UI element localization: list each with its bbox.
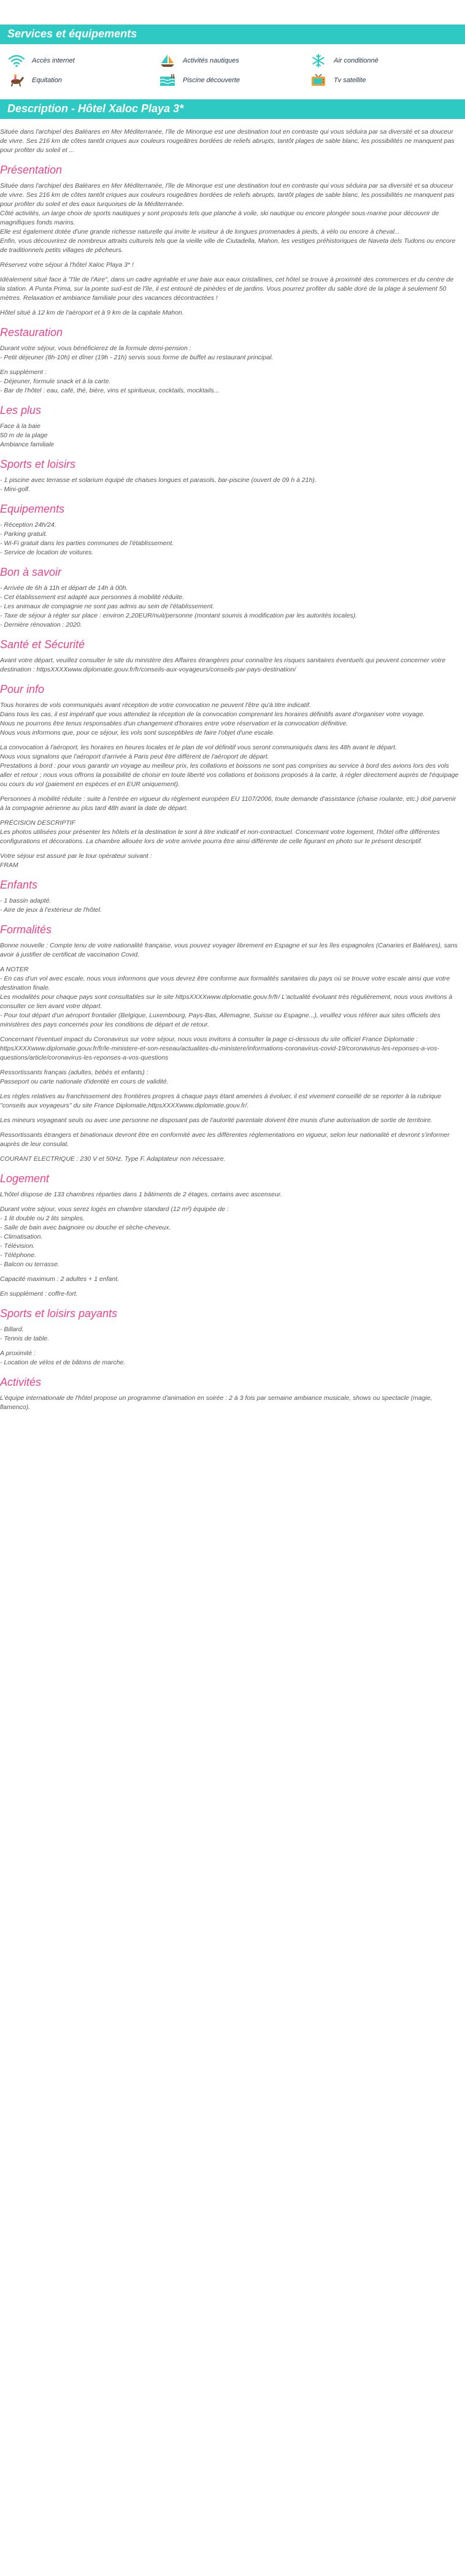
section-heading: Logement xyxy=(0,1172,50,1185)
section-paragraph: Ressortissants étrangers et binationaux devront être en conformité avec les différentes réglementations en vigueur, selon leur nationalité et devront s'informer auprès de leur consulat. xyxy=(0,1131,450,1148)
section-heading: Pour info xyxy=(0,683,45,695)
description-sections xyxy=(0,164,459,1412)
pool-icon xyxy=(158,74,177,87)
section-paragraph: L'équipe internationale de l'hôtel propose un programme d'animation en soirée : 2 à 3 fois par semaine ambiance musicale, shows ou spectacle (magie, flamenco). xyxy=(0,1394,432,1411)
horse-rider-icon xyxy=(7,74,26,87)
section-paragraph: Capacité maximum : 2 adultes + 1 enfant. xyxy=(0,1275,120,1283)
section-paragraph: - 1 piscine avec terrasse et solarium équipé de chaises longues et parasols, bar-piscine (ouvert de 09 h à 21h). - Mini-golf. xyxy=(0,476,317,493)
section-paragraph: Les mineurs voyageant seuls ou avec une personne ne disposant pas de l'autorité parentale doivent être munis d'une autorisation de sortie de territoire. xyxy=(0,1117,433,1124)
section-paragraph: Les règles relatives au franchissement des frontières propres à chaque pays étant amenées à évoluer, il est vivement conseillé de se reporter à la rubrique "conseils aux voyageurs" du site France Diplomatie,httpsXXXXwww.diplomatie.gouv.fr/. xyxy=(0,1093,442,1109)
section-paragraph: Durant votre séjour, vous bénéficierez de la formule demi-pension : - Petit déjeuner (8h-10h) et dîner (19h - 21h) servis sous forme de buffet au restaurant principal. xyxy=(0,345,274,361)
section-paragraph: En supplément : coffre-fort. xyxy=(0,1290,78,1298)
snowflake-icon xyxy=(309,54,328,67)
amenity-riding xyxy=(7,72,158,88)
amenity-nautical xyxy=(158,53,309,69)
description-banner: Description - Hôtel Xaloc Playa 3* xyxy=(0,99,465,119)
section-paragraph: - Billard. - Tennis de table. xyxy=(0,1326,50,1342)
section-paragraph: Avant votre départ, veuillez consulter le site du ministère des Affaires étrangères pour connaître les risques sanitaires éventuels qui peuvent concerner votre destination : httpsXXXXwww.diplomatie.gouv.fr/fr/conseils-aux-voyageurs/conseils-par-pays-destination/ xyxy=(0,657,446,673)
section-heading: Sports et loisirs payants xyxy=(0,1307,118,1320)
section-paragraph: La convocation à l'aéroport, les horaires en heures locales et le plan de vol définitif vous seront communiqués dans les 48h avant le départ. Nous vous signalons que l'aéroport d'arrivée à Paris peut être différent de l'aéroport de départ. Prestations à bord : pour vous garantir un voyage au meilleur prix, les collations et boissons ne sont pas comprises au service à bord des avions lors des vols aller et retour ; nous vous offrons la possibilité de choisir en toute liberté vos collations et boissons proposés à la carte, à régler directement auprès de l'équipage ou cours du vol (paiement en espèces et en EUR uniquement). xyxy=(0,744,459,788)
amenity-label: Piscine découverte xyxy=(183,77,240,84)
section-heading: Activités xyxy=(0,1376,42,1388)
section-heading: Présentation xyxy=(0,164,63,176)
amenity-pool xyxy=(158,72,309,88)
amenity-tv xyxy=(309,72,460,88)
amenity-ac xyxy=(309,53,460,69)
section-paragraph: Tous horaires de vols communiqués avant réception de votre convocation ne peuvent l'être qu'à titre indicatif. Dans tous les cas, il est impératif que vous attendiez la réception de la convocation comprenant les horaires définitifs avant d'organiser votre voyage. Nous ne pourrons être tenus responsables d'un changement d'horaires entre votre réservation et la convocation définitive. Nous vous informons que, pour ce séjour, les vols sont susceptibles de faire l'objet d'une escale. xyxy=(0,701,425,736)
hotel-page xyxy=(0,25,465,1442)
section-paragraph: Idéalement situé face à "l'Ile de l'Aire", dans un cadre agréable et une baie aux eaux cristallines, cet hôtel se trouve à proximité des commerces et du centre de la station. A Punta Prima, sur la pointe sud-est de l'île, il est entouré de pinèdes et de jardins. Vous pourrez profiter du sable doré de la plage à seulement 50 mètres. Relaxation et ambiance familiale pour des vacances décontractées ! xyxy=(0,276,454,302)
section-heading: Les plus xyxy=(0,404,42,416)
section-paragraph: - 1 bassin adapté. - Aire de jeux à l'extérieur de l'hôtel. xyxy=(0,897,102,914)
section-paragraph: A NOTER - En cas d'un vol avec escale, nous vous informons que vous devrez être conforme aux formalités sanitaires du pays où se trouve votre escale ainsi que votre destination finale. Les modalités pour chaque pays sont consultables sur le site httpsXXXXwww.diplomatie.gouv.fr/fr/ L'actualité évoluant très régulièrement, nous vous invitons à consulter ce lien avant votre départ. - Pour tout départ d'un aéroport frontalier (Belgique, Luxembourg, Pays-Bas, Allemagne, Suisse ou Espagne...), veuillez vous référer aux sites officiels des ministères des pays concernés pour les conditions de départ et de retour. xyxy=(0,966,453,1028)
section-heading: Enfants xyxy=(0,879,38,891)
section-paragraph: L'hôtel dispose de 133 chambres réparties dans 1 bâtiments de 2 étages, certains avec ascenseur. xyxy=(0,1191,282,1198)
section-paragraph: Ressortissants français (adultes, bébés et enfants) : Passeport ou carte nationale d'identité en cours de validité. xyxy=(0,1069,169,1085)
amenities-grid xyxy=(0,44,465,99)
section-paragraph: Située dans l'archipel des Baléares en Mer Méditerranée, l'île de Minorque est une destination tout en contraste qui vous séduira par sa diversité et sa douceur de vivre. Ses 216 km de côtes tantôt criques aux couleurs rougeâtres bordées de reliefs abrupts, tantôt plages de sable blanc, les possibilités ne manquent pas pour profiter du soleil et des eaux turquoises de la Méditerranée. Côté activités, un large choix de sports nautiques y sont proposés tels que planche à voile, ski nautique ou encore plongée sous-marine pour découvrir de magnifiques fonds marins. Elle est également dotée d'une grande richesse naturelle qui invite le visiteur à de longues promenades à pieds, à vélo ou encore à cheval... Enfin, vous découvrirez de nombreux attraits culturels tels que la vieille ville de Ciutadella, Mahon, les vestiges préhistoriques de Naveta dels Tudons ou encore de traditionnels petits villages de pêcheurs. xyxy=(0,182,456,254)
section-paragraph: En supplément : - Déjeuner, formule snack et à la carte. - Bar de l'hôtel : eau, café, thé, bière, vins et spiritueux, cocktails, mocktails... xyxy=(0,369,220,394)
section-paragraph: Bonne nouvelle : Compte tenu de votre nationalité française, vous pouvez voyager librement en Espagne et sur les îles espagnoles (Canaries et Baléares), sans avoir à justifier de certificat de vaccination Covid. xyxy=(0,942,458,958)
section-paragraph: Durant votre séjour, vous serez logés en chambre standard (12 m²) équipée de : - 1 lit double ou 2 lits simples. - Salle de bain avec baignoire ou douche et sèche-cheveux. - Climatisation. - Télévision. - Téléphone. - Balcon ou terrasse. xyxy=(0,1206,229,1268)
section-heading: Equipements xyxy=(0,503,65,515)
amenity-label: Activités nautiques xyxy=(183,57,239,64)
sailboat-icon xyxy=(158,54,177,67)
section-paragraph: - Réception 24h/24. - Parking gratuit. - Wi-Fi gratuit dans les parties communes de l'établissement. - Service de location de voitures. xyxy=(0,521,174,556)
section-paragraph: Hôtel situé à 12 km de l'aéroport et à 9 km de la capitale Mahon. xyxy=(0,309,184,316)
section-heading: Sports et loisirs xyxy=(0,458,76,470)
section-paragraph: COURANT ELECTRIQUE : 230 V et 50Hz. Type F. Adaptateur non nécessaire. xyxy=(0,1155,226,1163)
section-paragraph: - Arrivée de 6h à 11h et départ de 14h à 00h. - Cet établissement est adapté aux personnes à mobilité réduite. - Les animaux de compagnie ne sont pas admis au sein de l'établissement. - Taxe de séjour à régler sur place : environ 2,20EUR/nuit/personne (montant soumis à modification par les autorités locales). - Dernière rénovation : 2020. xyxy=(0,584,358,629)
section-heading: Restauration xyxy=(0,326,63,338)
section-paragraph: Concernant l'éventuel impact du Coronavirus sur votre séjour, nous vous invitons à consulter la page ci-dessous du site officiel France Diplomatie : httpsXXXXwww.diplomatie.gouv.fr/fr/le-ministere-et-son-reseau/actualites-du-ministere/informations-coronavirus-covid-19/coronavirus-les-reponses-a-vos-questions/article/coronavirus-les-reponses-a-vos-questions xyxy=(0,1036,439,1061)
amenity-label: Equitation xyxy=(32,77,62,84)
amenity-internet xyxy=(7,53,158,69)
section-paragraph: A proximité : - Location de vélos et de bâtons de marche. xyxy=(0,1350,126,1366)
amenity-label: Accès internet xyxy=(32,57,75,64)
amenity-label: Air conditionné xyxy=(334,57,379,64)
description-intro: Située dans l'archipel des Baléares en Mer Méditerranée, l'île de Minorque est une destination tout en contraste qui vous séduira par sa diversité et sa douceur de vivre. Ses 216 km de côtes tantôt criques aux couleurs rougeâtres bordées de reliefs abrupts, tantôt plages de sable blanc, les possibilités ne manquent pas pour profiter du soleil et ... xyxy=(0,128,455,154)
amenity-label: Tv satellite xyxy=(334,77,366,84)
description-content xyxy=(0,119,465,1442)
section-paragraph: Personnes à mobilité réduite : suite à l'entrée en vigueur du règlement européen EU 1107/2006, toute demande d'assistance (chaise roulante, etc.) doit parvenir à la compagnie aérienne au plus tard 48h avant la date de départ. xyxy=(0,795,456,812)
section-heading: Bon à savoir xyxy=(0,566,62,578)
section-heading: Formalités xyxy=(0,923,52,936)
services-banner: Services et équipements xyxy=(0,25,465,44)
section-heading: Santé et Sécurité xyxy=(0,638,85,651)
section-paragraph: Réservez votre séjour à l'hôtel Xaloc Playa 3* ! xyxy=(0,261,134,269)
section-paragraph: PRÉCISION DESCRIPTIF Les photos utilisées pour présenter les hôtels et la destination le sont à titre indicatif et non-contractuel. Concernant votre logement, l'hôtel offre différentes configurations et décorations. La chambre allouée lors de votre arrivée pourra être ainsi différente de celle figurant en photo sur le présent descriptif. xyxy=(0,819,440,845)
section-paragraph: Votre séjour est assuré par le tour opérateur suivant : FRAM xyxy=(0,852,152,869)
tv-icon xyxy=(309,74,328,87)
wifi-icon xyxy=(7,54,26,67)
section-paragraph: Face à la baie 50 m de la plage Ambiance familiale xyxy=(0,422,55,448)
